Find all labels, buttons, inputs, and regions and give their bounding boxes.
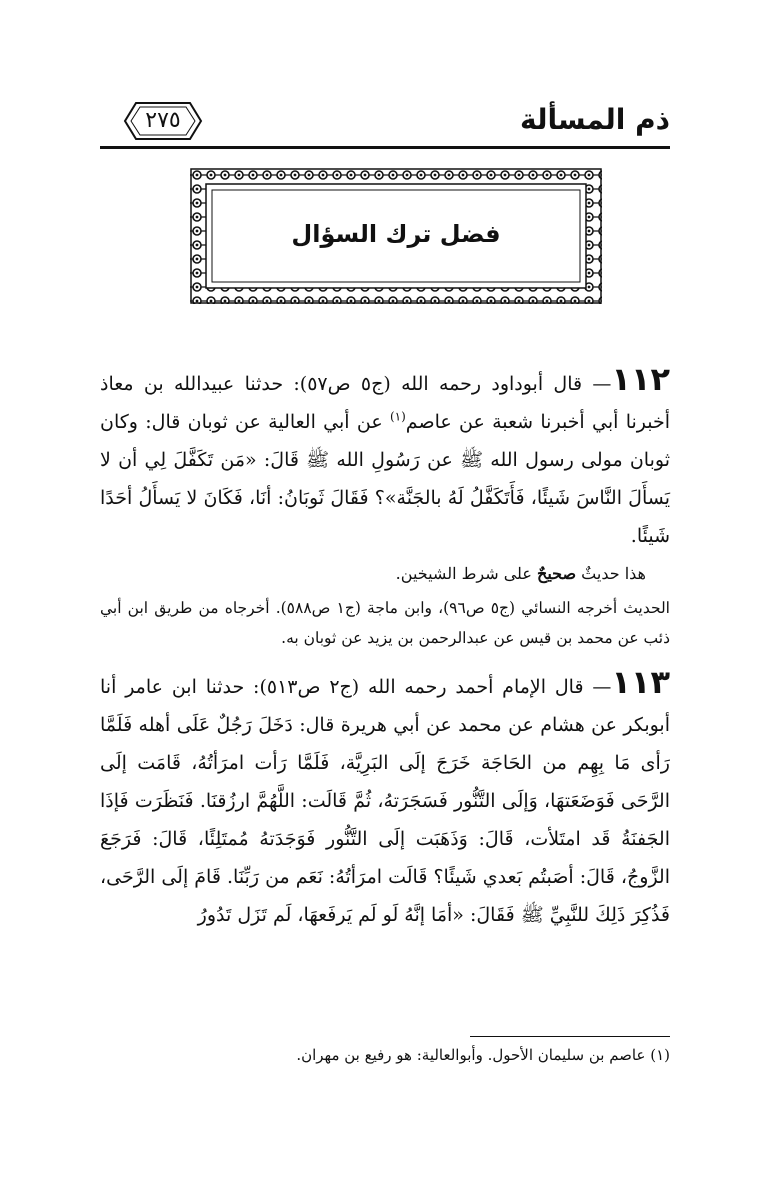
page-header: [100, 100, 670, 148]
hadith-grade: [100, 561, 646, 587]
grade-word: صحيحٌ: [537, 564, 577, 583]
footnote-reference: (١): [389, 409, 406, 424]
hadith-text: — قال الإمام أحمد رحمه الله (ج٢ ص٥١٣): حدثنا ابن عامر أنا أبوبكر عن هشام عن محمد عن أبي هريرة قال: دَخَلَ رَجُلٌ عَلَى أهله فَلَمَّا رَأى مَا بِهِم من الحَاجَة خَرَجَ إلَى البَرِيَّة، فَلَمَّا رَأت امرَأتُهُ، قَامَت إلَى الرَّحَى فَوَضَعَتهَا، وَإلَى التَّنُّور فَسَجَرَتهُ، ثُمَّ قَالَت: اللَّهُمَّ ارزُقنَا. فَنَظَرَت فَإذَا الجَفنَةُ قَد امتَلأت، قَالَ: وَذَهَبَت إلَى التَّنُّور فَوَجَدَتهُ مُمتَلِئًا، قَالَ: فَرَجَعَ الزَّوجُ، قَالَ: أصَبتُم بَعدي شَيئًا؟ قَالَت امرَأتُهُ: نَعَم من رَبِّنَا. قَامَ إلَى الرَّحَى، فَذُكِرَ ذَلِكَ للنَّبِيِّ ﷺ فَقَالَ: «أمَا إنَّهُ لَو لَم يَرفَعهَا، لَم تَزَل تَدُورُ: [100, 676, 670, 926]
footnote: (١) عاصم بن سليمان الأحول. وأبوالعالية: هو رفيع بن مهران.: [296, 1046, 670, 1064]
hadith-text: — قال أبوداود رحمه الله (ج٥ ص٥٧): حدثنا عبيدالله بن معاذ أخبرنا أبي أخبرنا شعبة عن عاصم: [100, 373, 671, 433]
book-title: ذم المسألة: [519, 103, 670, 136]
grade-prefix: هذا حديثٌ: [581, 564, 646, 583]
page-content: [100, 360, 670, 934]
hadith-number: ١١٢: [611, 360, 670, 398]
hadith-113: [100, 663, 670, 934]
page-number: ٢٧٥: [145, 108, 181, 133]
page-number-badge: [122, 100, 204, 142]
section-title-frame: [190, 168, 602, 304]
hadith-number: ١١٣: [611, 663, 670, 701]
header-rule: [100, 146, 670, 149]
hadith-112: [100, 360, 670, 555]
section-title: فضل ترك السؤال: [291, 220, 501, 248]
footnote-rule: [470, 1036, 670, 1037]
hadith-takhrij: الحديث أخرجه النسائي (ج٥ ص٩٦)، وابن ماجة (ج١ ص٥٨٨). أخرجاه من طريق ابن أبي ذئب عن محمد بن قيس عن عبدالرحمن بن يزيد عن ثوبان به.: [100, 599, 670, 647]
hadith-text-continued: عن أبي العالية عن ثوبان قال: وكان ثوبان مولى رسول الله ﷺ عن رَسُولِ الله ﷺ قَالَ: «مَن تَكَفَّلَ لِي أن لا يَسأَلَ النَّاسَ شَيئًا، فَأَتَكَفَّلُ لَهُ بالجَنَّة»؟ فَقَالَ ثَوبَانُ: أنَا، فَكَانَ لا يَسأَلُ أحَدًا شَيئًا.: [100, 411, 670, 547]
grade-suffix: على شرط الشيخين.: [395, 564, 532, 583]
